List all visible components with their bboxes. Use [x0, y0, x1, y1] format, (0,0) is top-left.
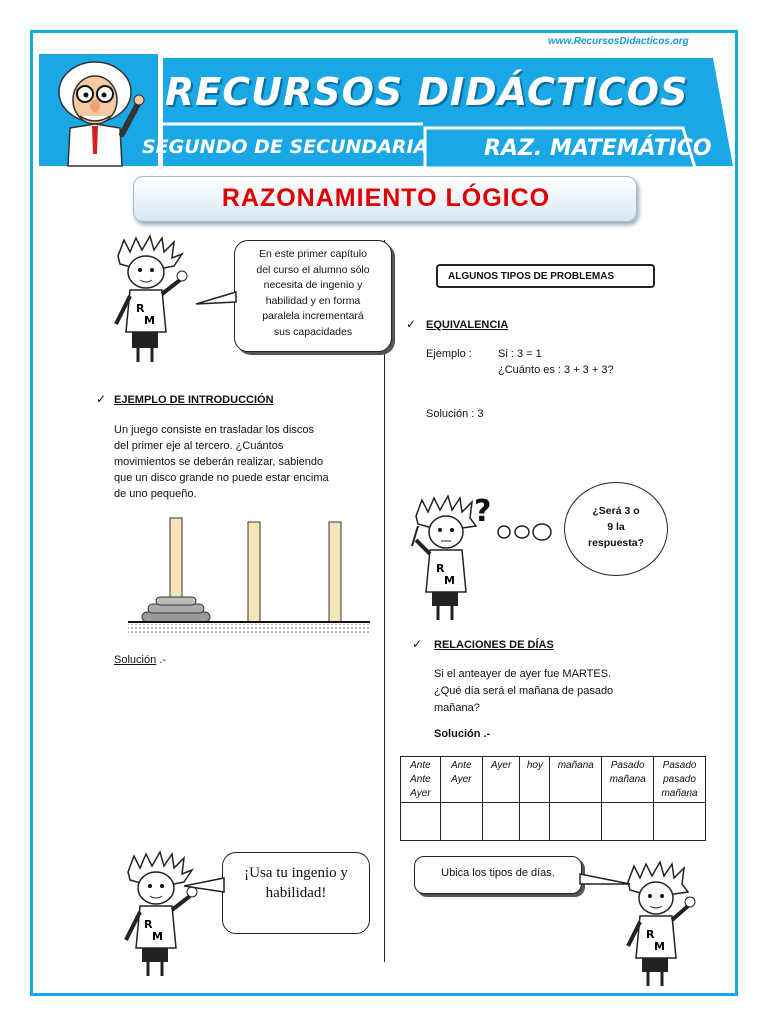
- intro-line: del curso el alumno sólo: [256, 263, 370, 276]
- thought-bubble: [564, 482, 668, 576]
- example-heading: EJEMPLO DE INTRODUCCIÓN: [114, 394, 274, 406]
- thought-dots: [496, 520, 556, 544]
- svg-text:M: M: [144, 314, 155, 327]
- example-line: de uno pequeño.: [114, 488, 197, 500]
- bubble-tail: [196, 290, 238, 310]
- table-header-cell: Ayer: [482, 757, 520, 803]
- days-line: Si el anteayer de ayer fue MARTES.: [434, 668, 612, 680]
- check-icon: ✓: [406, 317, 417, 331]
- svg-text:M: M: [654, 940, 665, 953]
- table-header-cell: mañana: [550, 757, 602, 803]
- intro-line: paralela incrementará: [262, 310, 364, 322]
- table-cell[interactable]: [654, 803, 706, 841]
- student-character-icon: [104, 236, 194, 366]
- intro-speech-bubble: [234, 240, 392, 352]
- thought-line: ¿Será 3 o: [592, 505, 640, 517]
- days-solution: Solución .-: [434, 728, 491, 740]
- table-cell[interactable]: [482, 803, 520, 841]
- student-character-icon: [114, 852, 204, 982]
- ingenuity-speech-bubble: [222, 852, 370, 934]
- topic-title-box: [133, 176, 637, 222]
- intro-line: habilidad y en forma: [265, 294, 361, 307]
- table-cell[interactable]: [440, 803, 482, 841]
- days-heading: RELACIONES DE DÍAS: [434, 639, 554, 651]
- solution-word: Solución: [114, 654, 157, 666]
- table-cell[interactable]: [401, 803, 441, 841]
- banner-level: SEGUNDO DE SECUNDARIA: [142, 136, 429, 158]
- table-header-cell: hoy: [520, 757, 550, 803]
- site-url: www.RecursosDidacticos.org: [548, 36, 689, 47]
- table-header-cell: Ante Ayer: [440, 757, 482, 803]
- student-character-icon: [618, 862, 698, 992]
- table-header-cell: Ante Ante Ayer: [401, 757, 441, 803]
- bubble-tail: [184, 876, 224, 896]
- example-text: [114, 422, 350, 502]
- table-cell[interactable]: [550, 803, 602, 841]
- check-icon: ✓: [96, 392, 107, 406]
- days-line: mañana?: [434, 702, 480, 714]
- thought-line: respuesta?: [587, 537, 645, 549]
- days-table: [400, 756, 706, 841]
- intro-line: necesita de ingenio y: [263, 279, 363, 291]
- equivalence-heading: EQUIVALENCIA: [426, 319, 509, 331]
- check-icon: ✓: [412, 637, 423, 651]
- table-header-row: [401, 757, 706, 803]
- svg-text:R: R: [646, 928, 655, 941]
- example-line: movimientos se deberán realizar, sabiendo: [114, 456, 324, 468]
- table-header-cell: Pasado pasado mañana: [654, 757, 706, 803]
- table-cell[interactable]: [520, 803, 550, 841]
- days-text: [434, 666, 690, 717]
- equiv-solution: Solución : 3: [426, 408, 484, 420]
- hanoi-tower-icon: [126, 518, 371, 638]
- svg-text:R: R: [136, 302, 145, 315]
- intro-line: En este primer capítulo: [259, 248, 367, 260]
- topic-title: RAZONAMIENTO LÓGICO: [221, 184, 551, 212]
- bubble-line: habilidad!: [265, 885, 327, 901]
- intro-line: sus capacidades: [273, 325, 353, 338]
- example-label: Ejemplo :: [426, 348, 472, 360]
- banner-title: RECURSOS DIDÁCTICOS: [165, 70, 689, 114]
- example-line: del primer eje al tercero. ¿Cuántos: [114, 440, 284, 452]
- svg-text:R: R: [436, 562, 445, 575]
- example-line1: Si : 3 = 1: [498, 348, 542, 360]
- example-line: Un juego consiste en trasladar los discos: [114, 424, 314, 436]
- svg-text:M: M: [152, 930, 163, 943]
- days-line: ¿Qué día será el mañana de pasado: [434, 685, 614, 697]
- problem-types-box: [436, 264, 655, 288]
- thought-line: 9 la: [607, 521, 625, 533]
- svg-text:R: R: [144, 918, 153, 931]
- svg-text:M: M: [444, 574, 455, 587]
- problem-types-label: ALGUNOS TIPOS DE PROBLEMAS: [448, 271, 615, 282]
- bubble-line: ¡Usa tu ingenio y: [244, 865, 348, 881]
- solution-label: [114, 652, 166, 668]
- table-header-cell: Pasado mañana: [602, 757, 654, 803]
- example-line2: ¿Cuánto es : 3 + 3 + 3?: [498, 364, 614, 376]
- table-cell[interactable]: [602, 803, 654, 841]
- example-line: que un disco grande no puede estar encima: [114, 472, 329, 484]
- locate-days-text: Ubica los tipos de días.: [441, 867, 555, 879]
- table-row: [401, 803, 706, 841]
- solution-suffix: .-: [156, 654, 166, 666]
- banner-subject: RAZ. MATEMÁTICO: [484, 136, 712, 161]
- locate-days-bubble: [414, 856, 582, 894]
- professor-mascot-icon: [40, 54, 150, 170]
- question-mark-icon: ?: [474, 494, 492, 529]
